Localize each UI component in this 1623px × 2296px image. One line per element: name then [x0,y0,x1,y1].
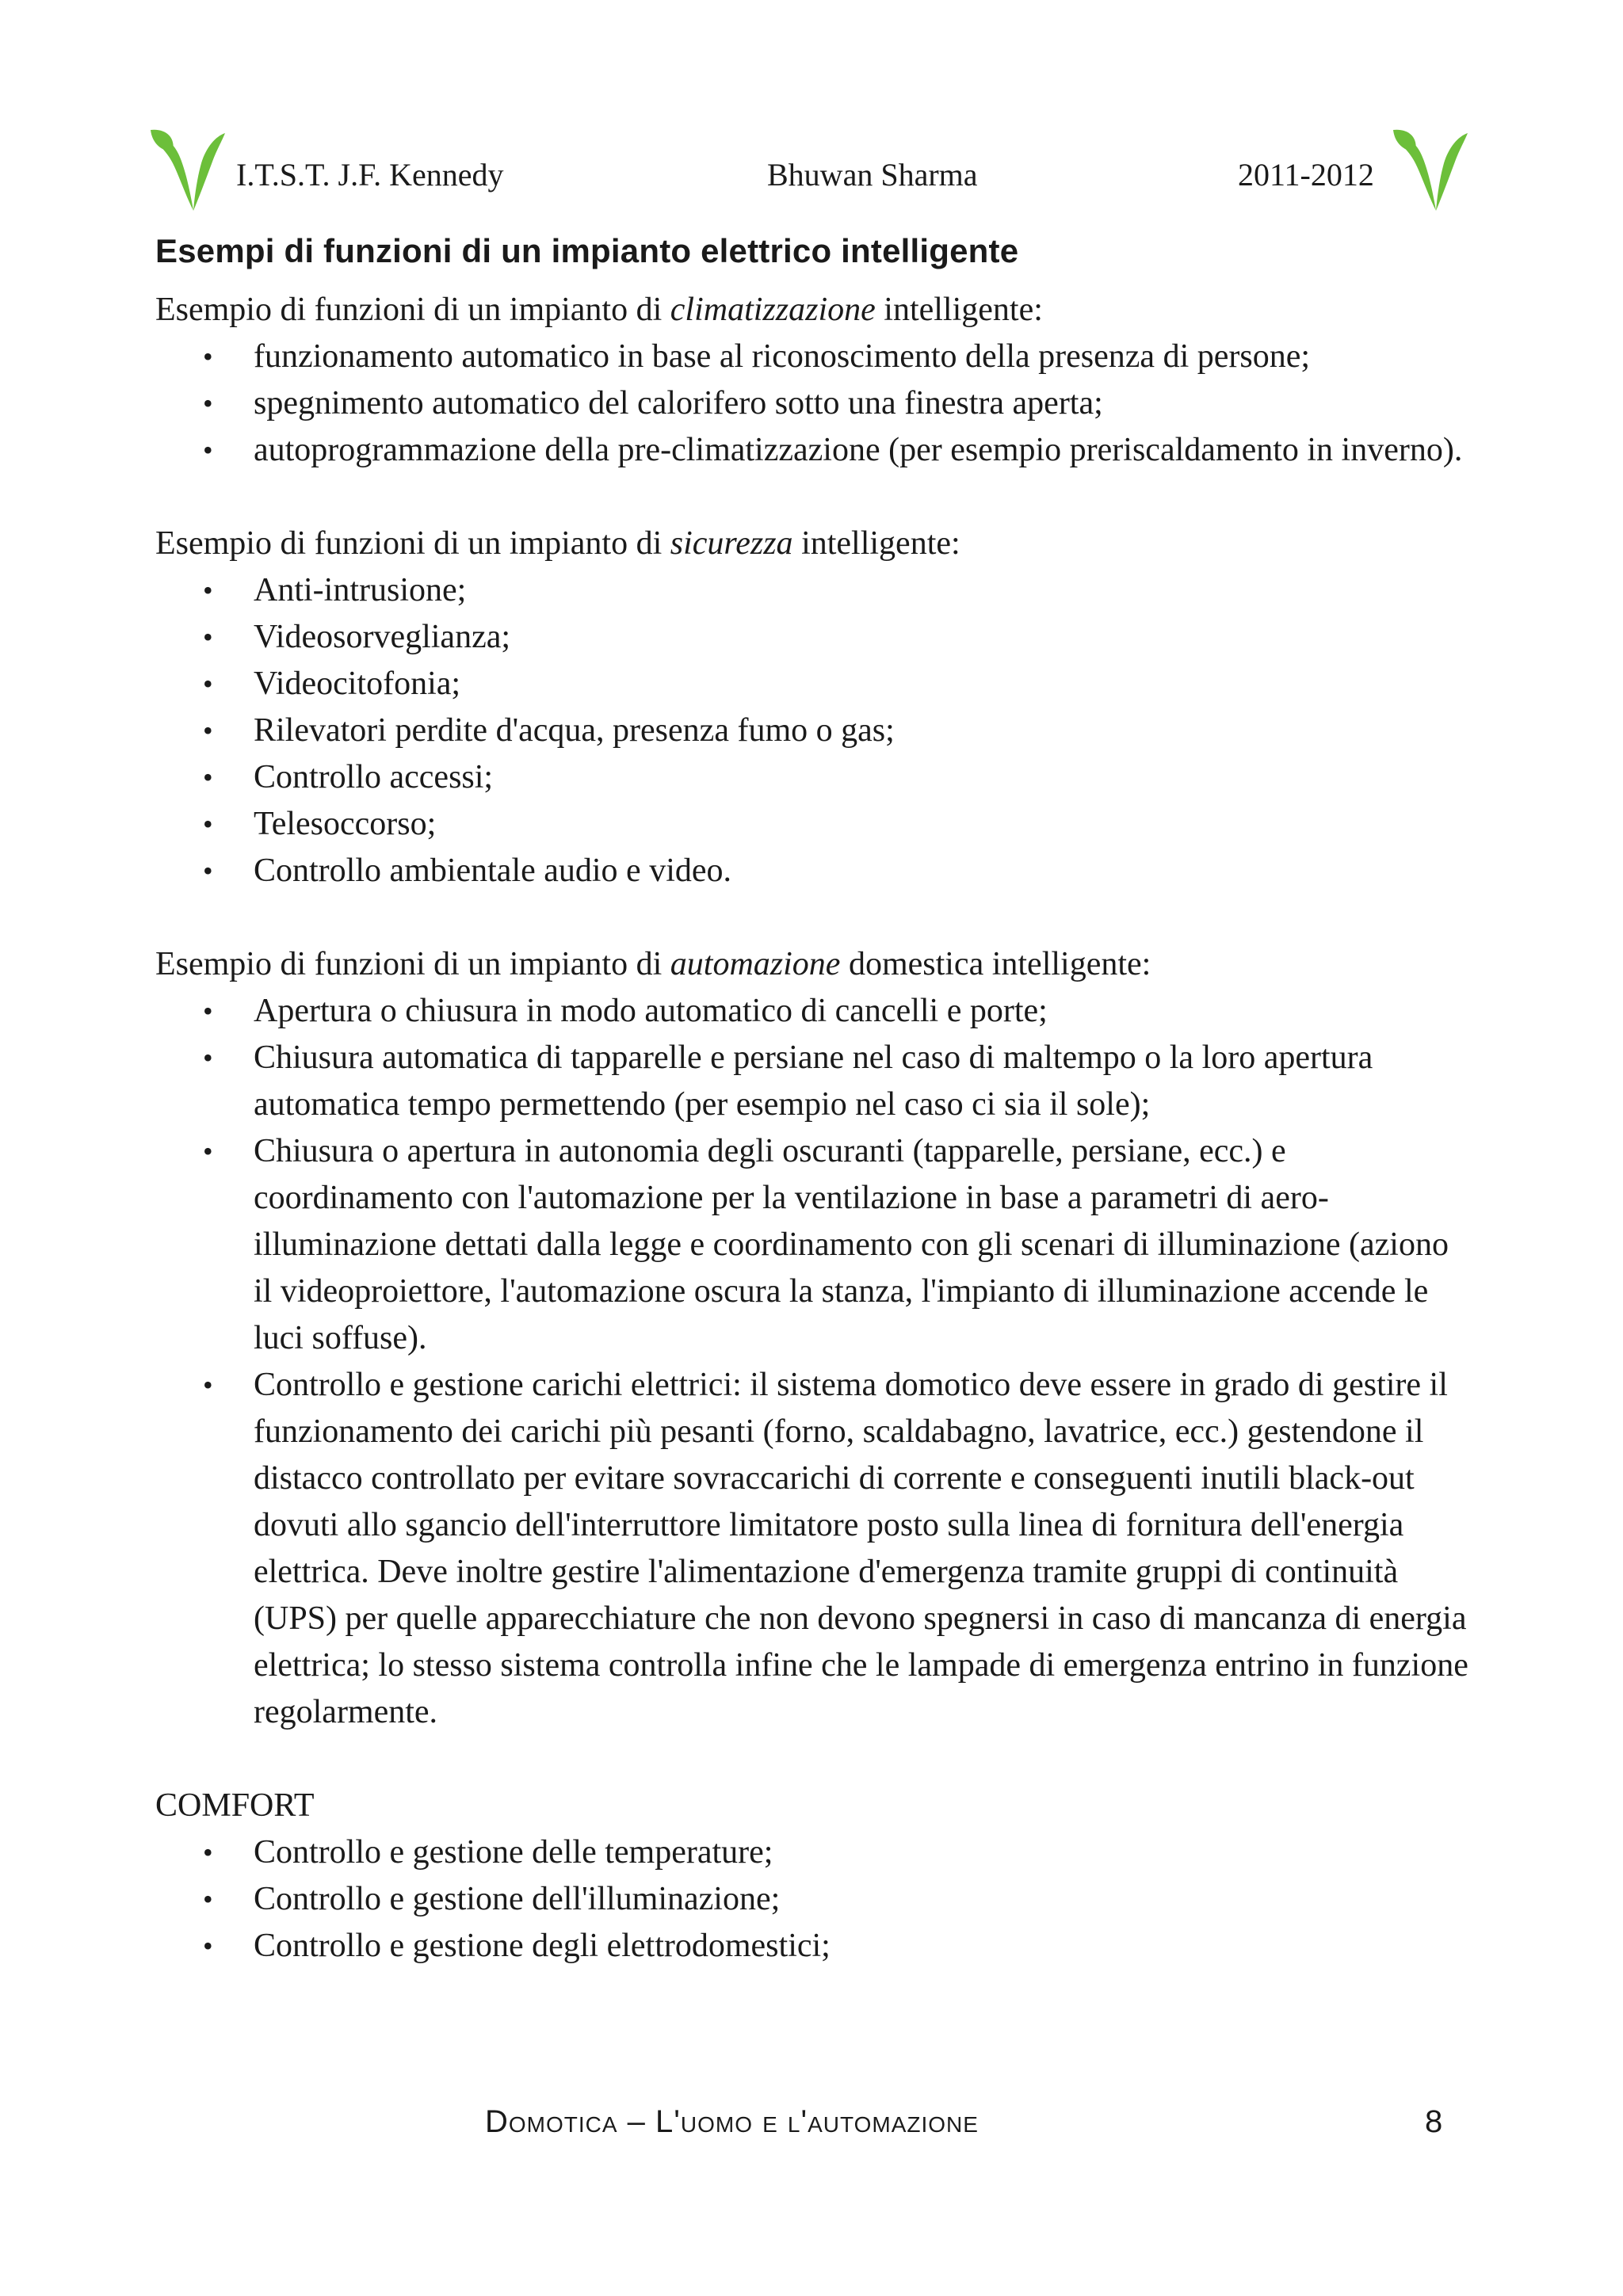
list-item: • autoprogrammazione della pre-climatizzazione (per esempio preriscaldamento in inverno). [155,427,1471,474]
bullet-icon: • [203,715,213,746]
section-title: Esempi di funzioni di un impianto elettrico intelligente [155,232,1019,269]
bullet-icon: • [203,855,213,887]
bullet-list [155,567,1471,894]
bullet-list [155,334,1471,474]
bullet-icon: • [203,761,213,793]
list-item: • Controllo e gestione dell'illuminazione; [155,1876,1471,1923]
section-intro: Esempio di funzioni di un impianto di climatizzazione intelligente: [155,292,1043,328]
bullet-icon: • [203,1135,213,1167]
list-item: • Apertura o chiusura in modo automatico di cancelli e porte; [155,988,1471,1035]
list-item: • Videocitofonia; [155,661,1471,707]
list-item: • Chiusura automatica di tapparelle e persiane nel caso di maltempo o la loro apertura automatica tempo permettendo (per esempio nel caso ci sia il sole); [155,1035,1471,1128]
list-item: • Controllo e gestione carichi elettrici: il sistema domotico deve essere in grado di gestire il funzionamento dei carichi più pesanti (forno, scaldabagno, lavatrice, ecc.) gestendone il distacco controllato per evitare sovraccarichi di corrente e conseguenti inutili black-out dovuti allo sgancio dell'interruttore limitatore posto sulla linea di fornitura dell'energia elettrica. Deve inoltre gestire l'alimentazione d'emergenza tramite gruppi di continuità (UPS) per quelle apparecchiature che non devono spegnersi in caso di mancanza di energia elettrica; lo stesso sistema controlla infine che le lampade di emergenza entrino in funzione regolarmente. [155,1362,1471,1736]
section-intro: Esempio di funzioni di un impianto di sicurezza intelligente: [155,525,960,562]
leaf-logo-icon [149,128,228,215]
bullet-icon: • [203,621,213,653]
list-item: • Anti-intrusione; [155,567,1471,614]
bullet-icon: • [203,1836,213,1868]
leaf-logo-icon [1392,128,1471,215]
list-item: • Controllo e gestione degli elettrodomestici; [155,1923,1471,1970]
list-item: • Controllo accessi; [155,754,1471,801]
climate-section [155,287,1471,474]
author-name: Bhuwan Sharma [767,157,978,193]
bullet-icon: • [203,434,213,466]
list-item: • Controllo ambientale audio e video. [155,848,1471,894]
bullet-list [155,988,1471,1736]
list-item: • spegnimento automatico del calorifero sotto una finestra aperta; [155,380,1471,427]
bullet-icon: • [203,995,213,1027]
bullet-list [155,1829,1471,1970]
bullet-icon: • [203,1930,213,1962]
bullet-icon: • [203,808,213,840]
page-content [155,228,1471,2016]
automation-section [155,941,1471,1736]
bullet-icon: • [203,1369,213,1401]
document-title: Domotica – L'uomo e l'automazione [485,2104,979,2139]
bullet-icon: • [203,1883,213,1915]
comfort-section [155,1783,1471,1970]
bullet-icon: • [203,574,213,606]
list-item: • Rilevatori perdite d'acqua, presenza fumo o gas; [155,707,1471,754]
list-item: • Controllo e gestione delle temperature; [155,1829,1471,1876]
page-number: 8 [1425,2104,1443,2139]
bullet-icon: • [203,1042,213,1074]
list-item: • Videosorveglianza; [155,614,1471,661]
security-section [155,521,1471,894]
school-year: 2011-2012 [1238,157,1374,193]
bullet-icon: • [203,341,213,372]
bullet-icon: • [203,387,213,419]
page-footer [0,2100,1623,2147]
section-intro: Esempio di funzioni di un impianto di automazione domestica intelligente: [155,946,1151,982]
list-item: • Chiusura o apertura in autonomia degli oscuranti (tapparelle, persiane, ecc.) e coordinamento con l'automazione per la ventilazione in base a parametri di aero-illuminazione dettati dalla legge e coordinamento con gli scenari di illuminazione (aziono il videoproiettore, l'automazione oscura la stanza, l'impianto di illuminazione accende le luci soffuse). [155,1128,1471,1362]
list-item: • funzionamento automatico in base al riconoscimento della presenza di persone; [155,334,1471,380]
section-intro: COMFORT [155,1787,315,1824]
page-header [0,119,1623,222]
bullet-icon: • [203,668,213,700]
school-name: I.T.S.T. J.F. Kennedy [236,157,504,193]
list-item: • Telesoccorso; [155,801,1471,848]
